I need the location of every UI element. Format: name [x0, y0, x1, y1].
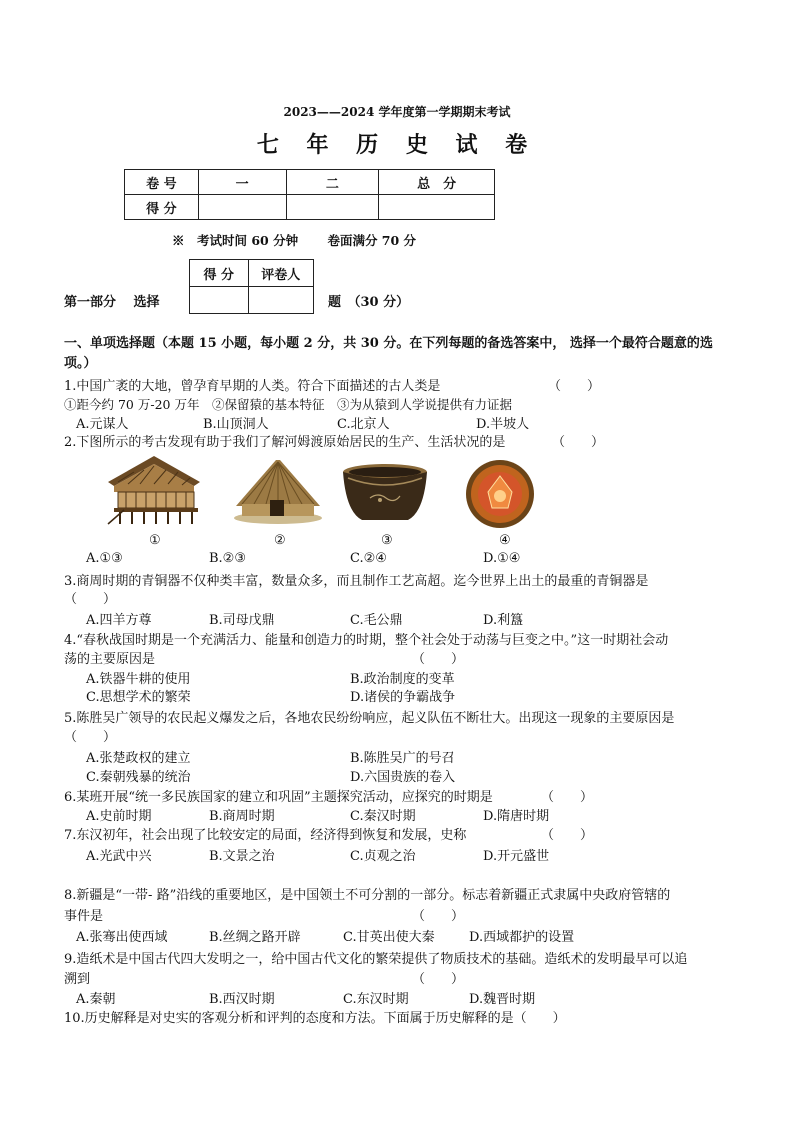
q4-option-c: C.思想学术的繁荣 [86, 690, 191, 705]
round-hut-icon [228, 456, 328, 531]
part-title-right: 题 （30 分） [328, 295, 410, 310]
q4-option-d: D.诸侯的争霸战争 [350, 690, 456, 705]
score-blank-1 [198, 195, 286, 220]
q9-option-b: B.西汉时期 [209, 992, 275, 1007]
score-blank-total [379, 195, 495, 220]
exam-subtitle: 2023——2024 学年度第一学期期末考试 [283, 105, 511, 119]
exam-title: 七 年 历 史 试 卷 [256, 132, 538, 158]
q6-option-c: C.秦汉时期 [350, 809, 416, 824]
q1-option-d: D.半坡人 [476, 417, 530, 432]
q2-option-c: C.②④ [350, 551, 387, 566]
q2-option-b: B.②③ [209, 551, 246, 566]
q3-option-c: C.毛公鼎 [350, 613, 403, 628]
stilt-house-icon [104, 452, 204, 527]
question-7-stem: 7.东汉初年，社会出现了比较安定的局面，经济得到恢复和发展，史称 [64, 828, 467, 843]
q5-option-c: C.秦朝残暴的统治 [86, 770, 191, 785]
q6-option-d: D.隋唐时期 [483, 809, 550, 824]
question-6-stem: 6.某班开展“统一多民族国家的建立和巩固”主题探究活动，应探究的时期是 [64, 790, 493, 805]
question-5-paren: （ ） [64, 730, 117, 745]
question-8-stem: 8.新疆是“一带- 路”沿线的重要地区，是中国领土不可分割的一部分。标志着新疆正式隶属中央政府管辖的 [64, 888, 671, 903]
q7-option-d: D.开元盛世 [483, 849, 550, 864]
question-5-stem: 5.陈胜吴广领导的农民起义爆发之后，各地农民纷纷响应，起义队伍不断壮大。出现这一现象的主要原因是 [64, 711, 675, 726]
question-3-paren: （ ） [64, 592, 117, 607]
question-2-stem: 2.下图所示的考古发现有助于我们了解河姆渡原始居民的生产、生活状况的是 [64, 435, 506, 450]
part-title-left: 第一部分 选择 [64, 295, 160, 310]
grader-score-blank [190, 287, 249, 314]
q5-option-a: A.张楚政权的建立 [86, 751, 191, 766]
q1-option-b: B.山顶洞人 [203, 417, 269, 432]
q4-option-b: B.政治制度的变革 [350, 672, 455, 687]
q8-option-c: C.甘英出使大秦 [343, 930, 435, 945]
question-8-paren: （ ） [412, 909, 465, 924]
q6-option-b: B.商周时期 [209, 809, 275, 824]
q2-caption-2: ② [274, 533, 286, 548]
q7-option-c: C.贞观之治 [350, 849, 416, 864]
q6-option-a: A.史前时期 [86, 809, 152, 824]
q5-option-d: D.六国贵族的卷入 [350, 770, 456, 785]
question-4-stem: 4.“春秋战国时期是一个充满活力、能量和创造力的时期，整个社会处于动荡与巨变之中。”这一时期社会动 [64, 633, 669, 648]
grader-person-label: 评卷人 [248, 260, 313, 287]
question-2-paren: （ ） [552, 435, 605, 450]
question-1-stem: 1.中国广袤的大地，曾孕育早期的人类。符合下面描述的古人类是 [64, 379, 441, 394]
q2-caption-1: ① [149, 533, 161, 548]
question-1-note: ①距今约 70 万-20 万年 ②保留猿的基本特征 ③为从猿到人学说提供有力证据 [64, 397, 512, 412]
q9-option-c: C.东汉时期 [343, 992, 409, 1007]
question-6-paren: （ ） [541, 790, 594, 805]
bronze-disc-icon [462, 458, 538, 530]
q2-caption-4: ④ [499, 533, 511, 548]
question-3-stem: 3.商周时期的青铜器不仅种类丰富，数量众多，而且制作工艺高超。迄今世界上出土的最重的青铜器是 [64, 574, 649, 589]
q8-option-d: D.西域都护的设置 [469, 930, 575, 945]
question-8-stem-continued: 事件是 [64, 909, 104, 924]
question-7-paren: （ ） [541, 828, 594, 843]
q1-option-a: A.元谋人 [76, 417, 129, 432]
q2-caption-3: ③ [381, 533, 393, 548]
q2-option-d: D.①④ [483, 551, 521, 566]
q1-option-c: C.北京人 [337, 417, 390, 432]
score-table [124, 169, 495, 220]
score-cell-label: 卷 号 [125, 170, 199, 195]
grader-table [189, 259, 314, 314]
q5-option-b: B.陈胜吴广的号召 [350, 751, 455, 766]
grader-score-label: 得 分 [190, 260, 249, 287]
question-4-paren: （ ） [412, 652, 465, 667]
question-4-stem-continued: 荡的主要原因是 [64, 652, 156, 667]
question-9-stem: 9.造纸术是中国古代四大发明之一，给中国古代文化的繁荣提供了物质技术的基础。造纸术的发明最早可以追 [64, 952, 688, 967]
q7-option-b: B.文景之治 [209, 849, 275, 864]
q2-option-a: A.①③ [86, 551, 123, 566]
question-9-stem-continued: 溯到 [64, 972, 91, 987]
q3-option-d: D.利簋 [483, 613, 524, 628]
grader-person-blank [248, 287, 313, 314]
score-row-label: 得 分 [125, 195, 199, 220]
score-blank-2 [286, 195, 379, 220]
q3-option-b: B.司母戊鼎 [209, 613, 275, 628]
section-heading: 一、单项选择题（本题 15 小题，每小题 2 分，共 30 分。在下列每题的备选答案中， 选择一个最符合题意的选项。） [64, 336, 713, 371]
q7-option-a: A.光武中兴 [86, 849, 152, 864]
q9-option-a: A.秦朝 [76, 992, 116, 1007]
black-pottery-bowl-icon [340, 462, 440, 537]
q8-option-a: A.张骞出使西域 [76, 930, 168, 945]
score-cell-part1: 一 [198, 170, 286, 195]
q8-option-b: B.丝绸之路开辟 [209, 930, 301, 945]
question-10-stem: 10.历史解释是对史实的客观分析和评判的态度和方法。下面属于历史解释的是（ ） [64, 1011, 566, 1026]
question-9-paren: （ ） [412, 972, 465, 987]
question-1-paren: （ ） [548, 379, 601, 394]
exam-info: ※ 考试时间 60 分钟 卷面满分 70 分 [172, 233, 417, 248]
q3-option-a: A.四羊方尊 [86, 613, 152, 628]
score-cell-total: 总 分 [379, 170, 495, 195]
q9-option-d: D.魏晋时期 [469, 992, 536, 1007]
q4-option-a: A.铁器牛耕的使用 [86, 672, 191, 687]
score-cell-part2: 二 [286, 170, 379, 195]
